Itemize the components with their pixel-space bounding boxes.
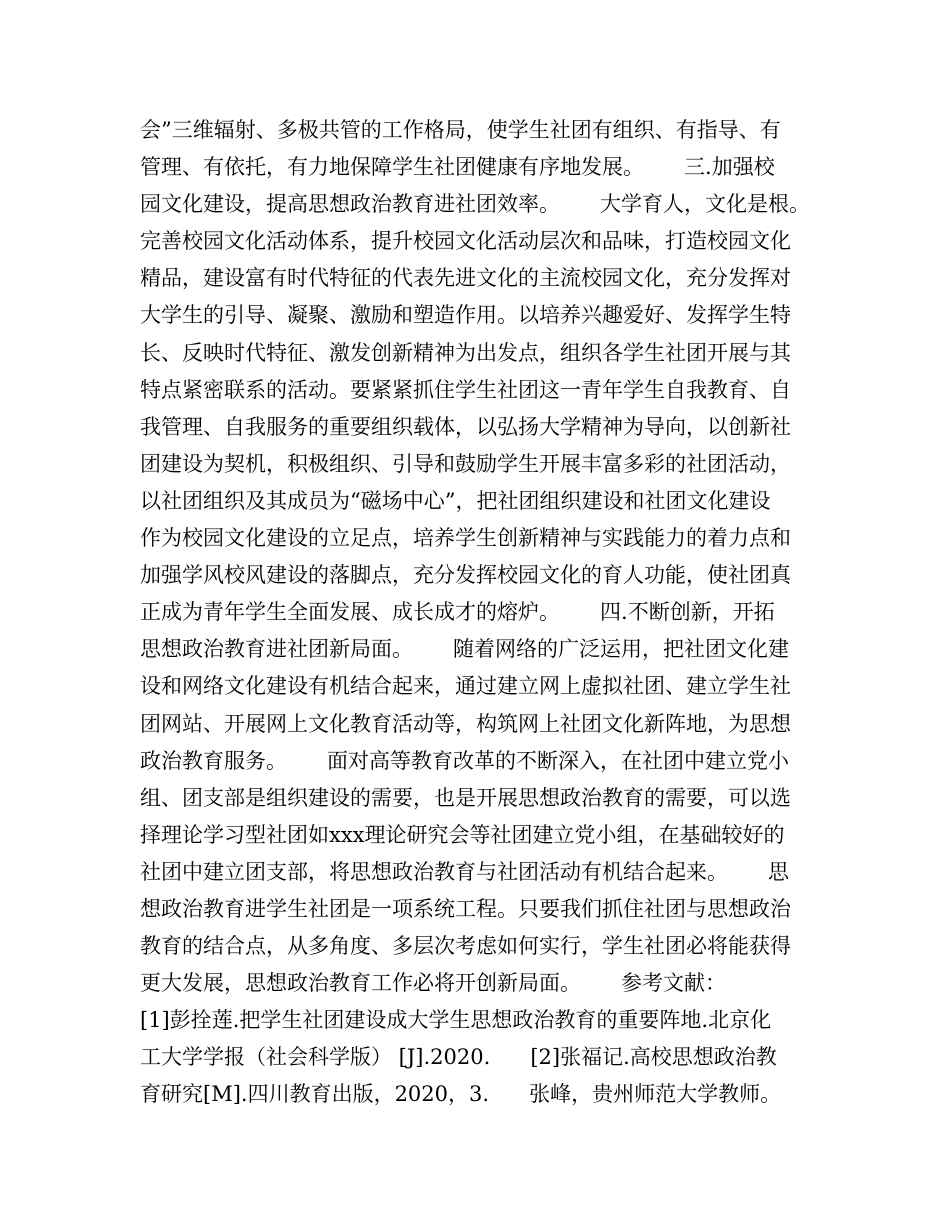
text-line-19: 组、团支部是组织建设的需要，也是开展思想政治教育的需要，可以选 — [140, 785, 791, 810]
text-line-14: 正成为青年学生全面发展、成长成才的熔炉。 四.不断创新，开拓 — [140, 600, 775, 625]
text-line-2: 管理、有依托，有力地保障学生社团健康有序地发展。 三.加强校 — [140, 155, 775, 180]
text-line-11: 以社团组织及其成员为“磁场中心”，把社团组织建设和社团文化建设 — [140, 488, 771, 513]
text-line-12: 作为校园文化建设的立足点，培养学生创新精神与实践能力的着力点和 — [140, 526, 791, 551]
text-line-18: 政治教育服务。 面对高等教育改革的不断深入，在社团中建立党小 — [140, 748, 790, 773]
text-line-20: 择理论学习型社团如xxx理论研究会等社团建立党小组，在基础较好的 — [140, 822, 785, 847]
text-line-4: 完善校园文化活动体系，提升校园文化活动层次和品味，打造校园文化 — [140, 229, 791, 254]
text-line-22: 想政治教育进学生社团是一项系统工程。只要我们抓住社团与思想政治 — [140, 896, 791, 921]
text-line-6: 大学生的引导、凝聚、激励和塑造作用。以培养兴趣爱好、发挥学生特 — [140, 303, 791, 328]
text-line-13: 加强学风校风建设的落脚点，充分发挥校园文化的育人功能，使社团真 — [140, 563, 791, 588]
text-line-8: 特点紧密联系的活动。要紧紧抓住学生社团这一青年学生自我教育、自 — [140, 377, 791, 402]
text-line-17: 团网站、开展网上文化教育活动等，构筑网上社团文化新阵地，为思想 — [140, 711, 791, 736]
text-line-26: 工大学学报（社会科学版） [J].2020. [2]张福记.高校思想政治教 — [140, 1045, 777, 1070]
text-line-15: 思想政治教育进社团新局面。 随着网络的广泛运用，把社团文化建 — [140, 637, 790, 662]
text-line-10: 团建设为契机，积极组织、引导和鼓励学生开展丰富多彩的社团活动， — [140, 451, 791, 476]
text-line-27: 育研究[M].四川教育出版，2020，3. 张峰，贵州师范大学教师。 — [140, 1082, 782, 1107]
text-line-3: 园文化建设，提高思想政治教育进社团效率。 大学育人，文化是根。 — [140, 192, 811, 217]
text-line-5: 精品，建设富有时代特征的代表先进文化的主流校园文化，充分发挥对 — [140, 266, 791, 291]
text-line-24: 更大发展，思想政治教育工作必将开创新局面。 参考文献： — [140, 971, 727, 996]
text-line-16: 设和网络文化建设有机结合起来，通过建立网上虚拟社团、建立学生社 — [140, 674, 791, 699]
body-text — [140, 112, 820, 1114]
text-line-1: 会”三维辐射、多极共管的工作格局，使学生社团有组织、有指导、有 — [140, 118, 781, 142]
text-line-23: 教育的结合点，从多角度、多层次考虑如何实行，学生社团必将能获得 — [140, 934, 791, 959]
text-line-7: 长、反映时代特征、激发创新精神为出发点，组织各学生社团开展与其 — [140, 340, 791, 365]
text-line-25: [1]彭拴莲.把学生社团建设成大学生思想政治教育的重要阵地.北京化 — [140, 1008, 772, 1033]
text-line-21: 社团中建立团支部，将思想政治教育与社团活动有机结合起来。 思 — [140, 859, 790, 884]
text-line-9: 我管理、自我服务的重要组织载体，以弘扬大学精神为导向，以创新社 — [140, 414, 791, 439]
